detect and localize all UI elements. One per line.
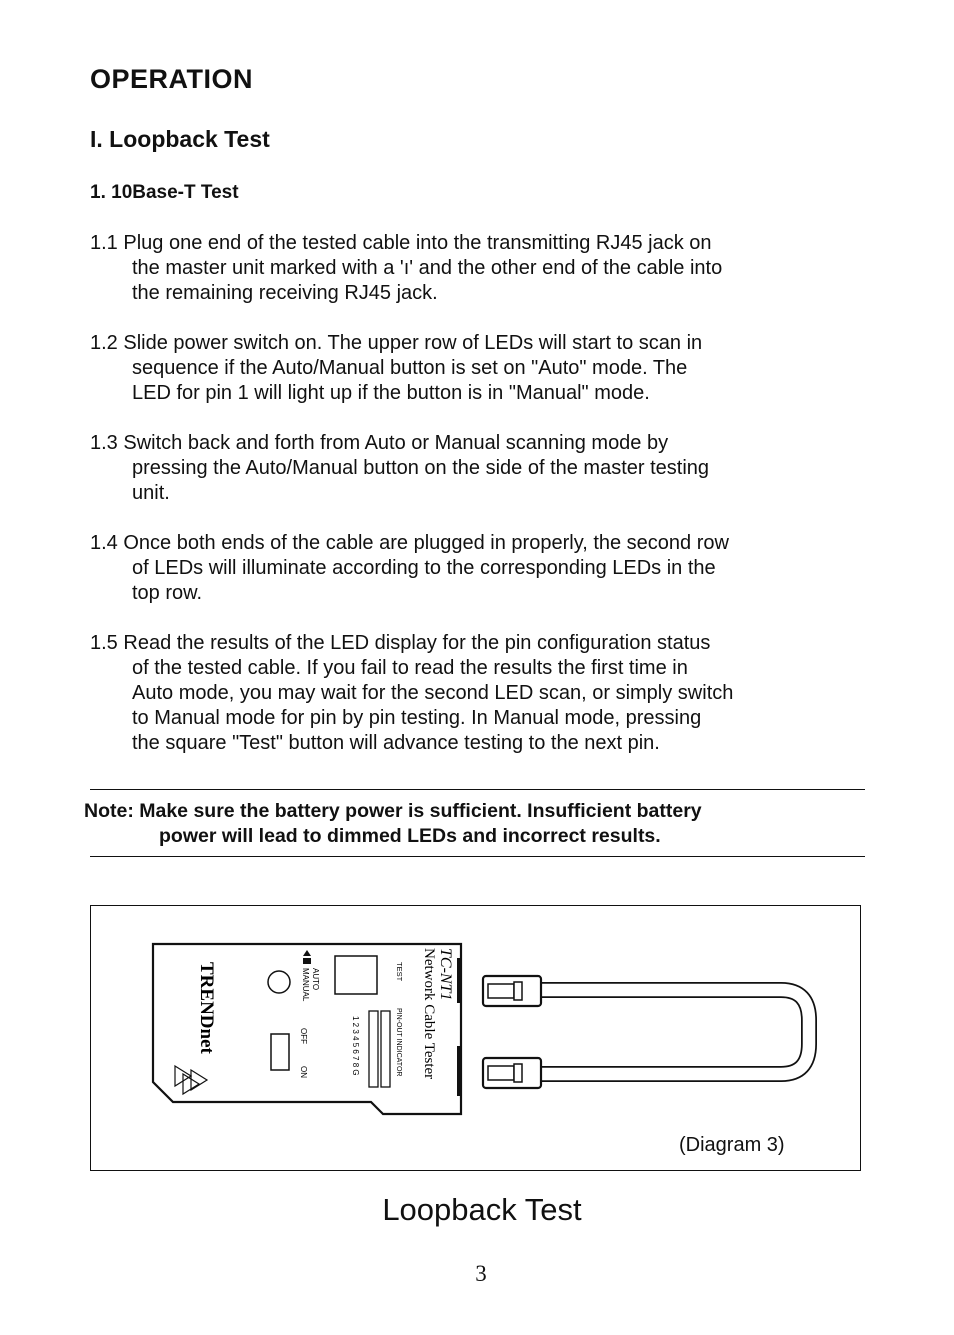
step-1-5 [90, 631, 880, 756]
step-1-1 [90, 231, 880, 306]
step-text: Switch back and forth from Auto or Manual scanning mode by [123, 432, 669, 454]
cable-outer [539, 990, 809, 1074]
step-text: pressing the Auto/Manual button on the side of the master testing [132, 457, 710, 479]
power-switch [271, 1034, 289, 1070]
step-number: 1.3 [90, 432, 118, 454]
step-text: to Manual mode for pin by pin testing. In Manual mode, pressing [132, 707, 702, 729]
section-title: I. Loopback Test [90, 126, 270, 152]
step-text: of LEDs will illuminate according to the corresponding LEDs in the [132, 557, 716, 579]
pins-label: 1 2 3 4 5 6 7 8 G [351, 1016, 360, 1076]
step-text: LED for pin 1 will light up if the button is in "Manual" mode. [132, 382, 650, 404]
page-number: 3 [475, 1261, 487, 1286]
test-label: TEST [395, 962, 404, 982]
led-row-top [369, 1011, 378, 1087]
step-text: Read the results of the LED display for the pin configuration status [123, 632, 711, 654]
jack-stub [457, 1046, 461, 1096]
step-text: of the tested cable. If you fail to read the results the first time in [132, 657, 688, 679]
led-row-bottom [381, 1011, 390, 1087]
step-text: Auto mode, you may wait for the second LED scan, or simply switch [132, 682, 734, 704]
manual-indicator-icon [303, 958, 311, 964]
pinout-label: PIN-OUT INDICATOR [395, 1008, 402, 1077]
step-1-3 [90, 431, 880, 506]
step-text: the remaining receiving RJ45 jack. [132, 282, 438, 304]
brand-logo: TRENDnet [196, 962, 217, 1054]
step-1-2 [90, 331, 880, 406]
cable-inner [539, 990, 809, 1074]
subsection-title: 1. 10Base-T Test [90, 182, 239, 203]
step-1-4 [90, 531, 880, 606]
step-text: the square "Test" button will advance testing to the next pin. [132, 732, 660, 754]
step-number: 1.1 [90, 232, 118, 254]
jack-stub [457, 958, 461, 1003]
step-text: unit. [132, 482, 170, 504]
auto-label: AUTO [311, 968, 320, 991]
note-top-rule [90, 789, 865, 790]
note-block [84, 799, 884, 849]
cable-tester-illustration [91, 906, 862, 1172]
test-button [335, 956, 377, 994]
rj45-plug-bottom [483, 1058, 541, 1088]
step-text: Plug one end of the tested cable into the transmitting RJ45 jack on [123, 232, 712, 254]
step-text: top row. [132, 582, 203, 604]
rj45-plug-top [483, 976, 541, 1006]
manual-label: MANUAL [301, 968, 310, 1002]
off-label: OFF [299, 1028, 308, 1044]
diagram-caption: (Diagram 3) [679, 1134, 785, 1156]
note-text: power will lead to dimmed LEDs and incorrect results. [159, 825, 661, 847]
on-label: ON [299, 1066, 308, 1078]
step-text: Once both ends of the cable are plugged in properly, the second row [123, 532, 729, 554]
note-text: Note: Make sure the battery power is sufficient. Insufficient battery [84, 800, 702, 822]
figure-title: Loopback Test [382, 1192, 582, 1227]
step-text: sequence if the Auto/Manual button is set on "Auto" mode. The [132, 357, 688, 379]
page-heading: OPERATION [90, 64, 254, 94]
step-number: 1.2 [90, 332, 118, 354]
auto-manual-button [268, 971, 290, 993]
step-number: 1.5 [90, 632, 118, 654]
step-text: Slide power switch on. The upper row of LEDs will start to scan in [123, 332, 703, 354]
step-number: 1.4 [90, 532, 118, 554]
step-text: the master unit marked with a 'ı' and the other end of the cable into [132, 257, 723, 279]
product-name: Network Cable Tester [421, 948, 437, 1080]
diagram-box [90, 905, 861, 1171]
model-name: TC-NT1 [437, 948, 454, 1001]
note-bottom-rule [90, 856, 865, 857]
